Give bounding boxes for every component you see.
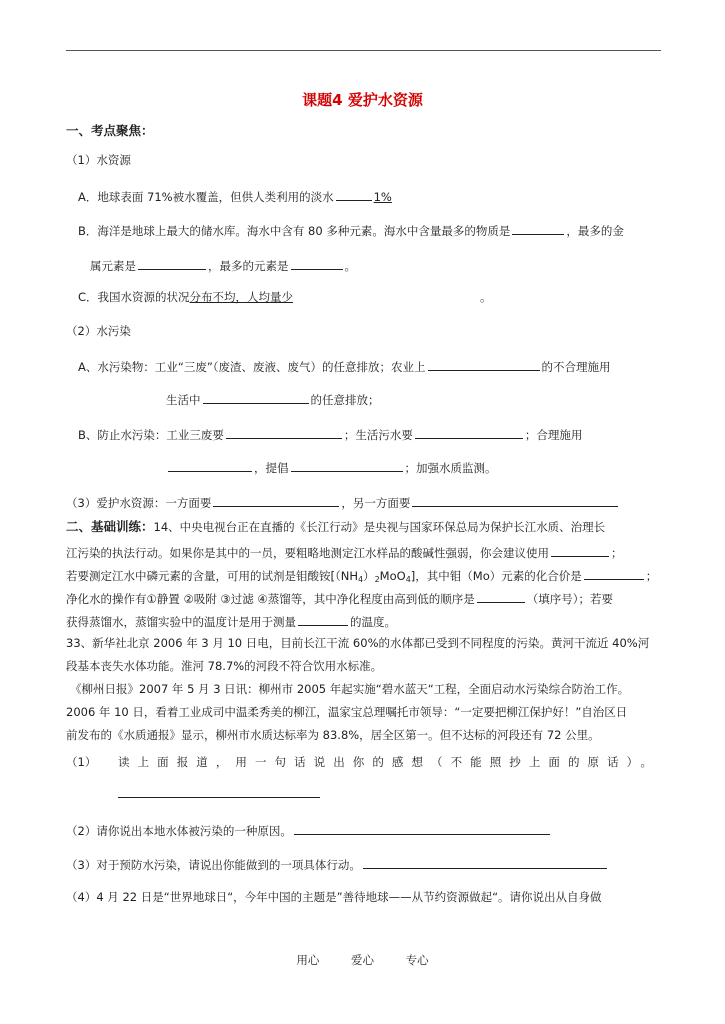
item-a-text: A．地球表面 71%被水覆盖，但供人类利用的淡水 — [78, 190, 334, 204]
page-title: 课题4 爱护水资源 — [302, 91, 423, 109]
question-14-text-5: 获得蒸馏水，蒸馏实验中的温度计是用于测量 — [66, 615, 296, 629]
pollution-a-text-2: 的不合理施用 — [541, 360, 611, 374]
question-14-text-5b: 的温度。 — [350, 615, 396, 629]
item-b-text-4: ，最多的元素是 — [208, 259, 289, 273]
item-b-text-1: B．海洋是地球上最大的储水库。海水中含有 80 多种元素。海水中含量最多的物质是 — [78, 224, 511, 238]
item-c-china-water — [78, 289, 293, 305]
page-footer — [0, 952, 725, 968]
answer-blank[interactable] — [226, 425, 342, 439]
q14-formula-a: 若要测定江水中磷元素的含量，可用的试剂是钼酸铵[（NH — [66, 569, 358, 583]
news-line-3: 前发布的《水质通报》显示，柳州市水质达标率为 83.8%，居全区第一。但不达标的河段还有 72 公里。 — [66, 728, 600, 742]
question-14-text-1: 14、中央电视台正在直播的《长江行动》是央视与国家环保总局为保护长江水质、治理长 — [153, 520, 606, 534]
answer-blank[interactable] — [584, 566, 644, 580]
answer-blank[interactable] — [412, 493, 618, 507]
answer-blank[interactable] — [298, 612, 348, 626]
answer-blank[interactable] — [203, 390, 309, 404]
subsection-water-pollution: （2）水污染 — [66, 324, 131, 338]
item-c-text: C．我国水资源的状况 — [78, 290, 190, 304]
pollution-b-prevention — [78, 425, 582, 443]
question-14-text-4b: （填序号）；若要 — [526, 592, 613, 606]
q14-formula-d: ]，其中钼（Mo）元素的化合价是 — [410, 569, 582, 583]
question-14-text-2: 江污染的执法行动。如果你是其中的一员，要粗略地测定江水样品的酸碱性强弱，你会建议使用 — [66, 546, 549, 560]
protect-water — [66, 493, 620, 511]
pollution-a-text-3: 生活中 — [166, 393, 201, 407]
pollution-a-text-4: 的任意排放； — [310, 393, 380, 407]
pollution-a-text-1: A、水污染物：工业“三废”（废渣、废液、废气）的任意排放；农业上 — [78, 360, 426, 374]
pollution-a-continued — [166, 390, 380, 408]
answer-blank[interactable] — [291, 256, 343, 270]
section-1-heading: 一、考点聚焦： — [66, 123, 154, 138]
subquestion-4: （4）4 月 22 日是“世界地球日“，今年中国的主题是”善待地球——从节约资源做起“。请你说出从自身做 — [66, 890, 602, 904]
item-a-answer: 1% — [373, 190, 392, 204]
question-14-text-4: 净化水的操作有①静置 ②吸附 ③过滤 ④蒸馏等，其中净化程度由高到低的顺序是 — [66, 592, 475, 606]
q14-subscript: 2 — [374, 575, 380, 584]
question-14-line-4 — [66, 589, 613, 607]
question-14-line-3 — [66, 566, 657, 588]
q14-formula-e: ； — [645, 569, 658, 583]
question-33-line-1: 33、新华社北京 2006 年 3 月 10 日电，目前长江干流 60%的水体都已受到不同程度的污染。黄河干流近 40%河 — [66, 636, 650, 650]
pollution-b-text-1: B、防止水污染：工业三废要 — [78, 428, 224, 442]
subquestion-3-text: （3）对于预防水污染，请说出你能做到的一项具体行动。 — [66, 858, 361, 872]
header-rule — [66, 50, 661, 51]
item-b-text-5: 。 — [344, 259, 356, 273]
item-a-earth-water — [78, 187, 392, 205]
item-b-text-3: 属元素是 — [90, 259, 136, 273]
answer-blank[interactable] — [213, 493, 339, 507]
pollution-a-sources — [78, 357, 611, 375]
subquestion-2-text: （2）请你说出本地水体被污染的一种原因。 — [66, 824, 292, 838]
answer-line[interactable] — [118, 797, 320, 798]
answer-blank[interactable] — [512, 221, 564, 235]
protect-water-text-1: （3）爱护水资源：一方面要 — [66, 496, 212, 510]
footer-word: 用心 — [296, 953, 320, 967]
footer-word: 爱心 — [351, 953, 374, 967]
section-2-heading: 二、基础训练： — [66, 519, 154, 534]
subquestion-1-text: 读上面报道，用一句话说出你的感想（不能照抄上面的原话）。 — [118, 755, 658, 769]
answer-blank[interactable] — [294, 821, 550, 835]
subquestion-2 — [66, 821, 552, 839]
pollution-b-text-4: ，提倡 — [254, 461, 289, 475]
subquestion-3 — [66, 855, 609, 873]
item-b-continued — [90, 256, 356, 274]
question-14-line-5 — [66, 612, 396, 630]
answer-blank[interactable] — [551, 543, 609, 557]
q14-subscript: 4 — [357, 575, 364, 584]
pollution-b-text-2: ；生活污水要 — [343, 428, 413, 442]
item-c-answer: 分布不均，人均量少 — [189, 290, 294, 304]
news-line-2: 2006 年 10 日，看着工业成司中温柔秀美的柳江，温家宝总理嘱托市领导：“一定要把柳江保护好！”自治区日 — [66, 705, 628, 719]
subsection-water-resources: （1）水资源 — [66, 153, 131, 167]
footer-word: 专心 — [405, 953, 429, 967]
answer-blank[interactable] — [168, 458, 252, 472]
answer-blank[interactable] — [138, 256, 206, 270]
answer-blank[interactable] — [428, 357, 540, 371]
news-line-1: 《柳州日报》2007 年 5 月 3 日讯：柳州市 2005 年起实施“碧水蓝天“工程，全面启动水污染综合防治工作。 — [70, 682, 630, 696]
pollution-b-text-5: ；加强水质监测。 — [404, 461, 497, 475]
question-33-line-2: 段基本丧失水体功能。淮河 78.7%的河段不符合饮用水标准。 — [66, 659, 383, 673]
answer-blank[interactable] — [477, 589, 525, 603]
pollution-b-continued — [166, 458, 497, 476]
item-c-end: 。 — [480, 290, 492, 304]
item-b-text-2: ，最多的金 — [566, 224, 624, 238]
question-14-text-2b: ； — [611, 546, 623, 560]
answer-blank[interactable] — [291, 458, 403, 472]
answer-blank[interactable] — [415, 425, 523, 439]
q14-subscript: 4 — [405, 575, 411, 584]
answer-blank[interactable] — [363, 855, 607, 869]
answer-blank[interactable] — [336, 187, 372, 201]
pollution-b-text-3: ；合理施用 — [524, 428, 583, 442]
item-b-ocean — [78, 221, 624, 239]
q14-formula-b: ） — [363, 569, 375, 583]
q14-formula-c: MoO — [379, 569, 406, 583]
subquestion-1-label: （1） — [66, 755, 97, 769]
question-14-line-1 — [66, 519, 605, 535]
question-14-line-2 — [66, 543, 623, 561]
protect-water-text-2: ，另一方面要 — [341, 496, 411, 510]
